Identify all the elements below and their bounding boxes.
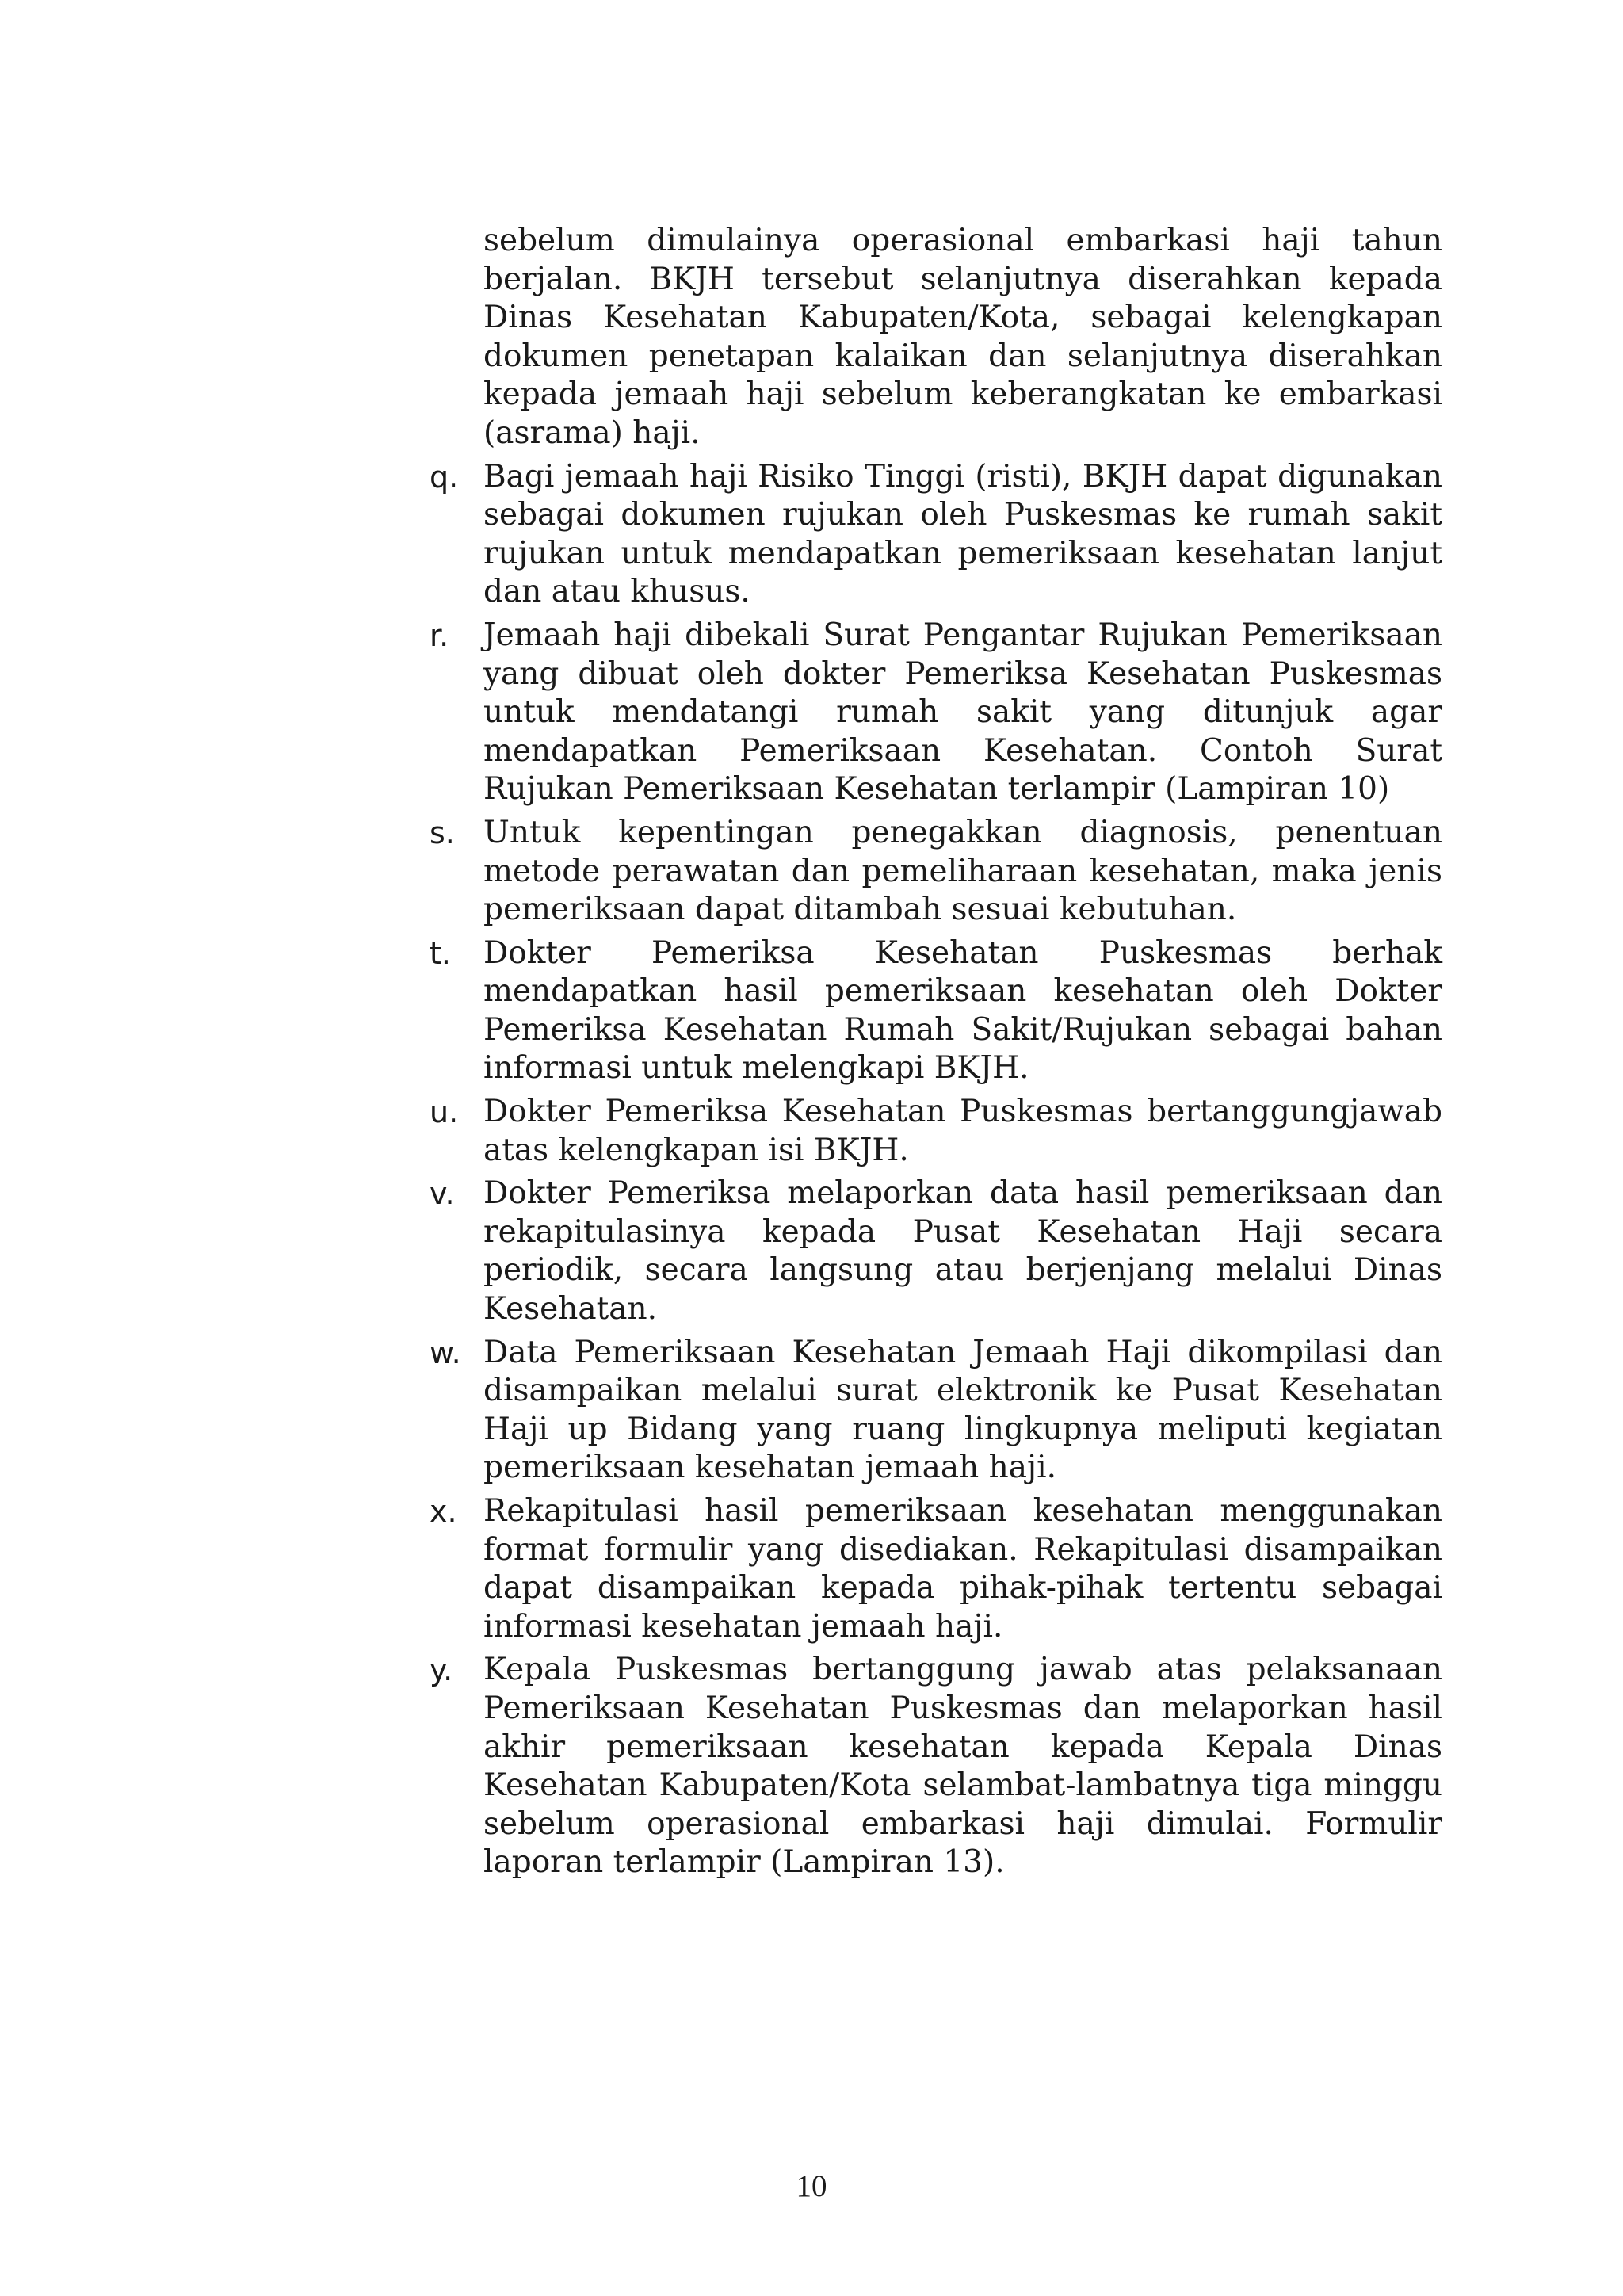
list-item-text: Rekapitulasi hasil pemeriksaan kesehatan menggunakan format formulir yang disediakan. Rekapitulasi disampaikan dapat disampaikan kepada pihak-pihak tertentu sebagai informasi kesehatan jemaah haji. (483, 1493, 1442, 1645)
list-item-text: Bagi jemaah haji Risiko Tinggi (risti), BKJH dapat digunakan sebagai dokumen rujukan oleh Puskesmas ke rumah sakit rujukan untuk mendapatkan pemeriksaan kesehatan lanjut dan atau khusus. (483, 458, 1442, 610)
list-letter: u. (430, 1095, 459, 1130)
list-item-r (430, 617, 1442, 809)
list-item-text: Kepala Puskesmas bertanggung jawab atas pelaksanaan Pemeriksaan Kesehatan Puskesmas dan melaporkan hasil akhir pemeriksaan kesehatan kepada Kepala Dinas Kesehatan Kabupaten/Kota selambat-lambatnya tiga minggu sebelum operasional embarkasi haji dimulai. Formulir laporan terlampir (Lampiran 13). (483, 1652, 1442, 1881)
body-text (430, 222, 1442, 1882)
list-letter: x. (430, 1494, 457, 1529)
list-item-text: Dokter Pemeriksa Kesehatan Puskesmas bertanggungjawab atas kelengkapan isi BKJH. (483, 1094, 1442, 1168)
list-item-text: Dokter Pemeriksa Kesehatan Puskesmas berhak mendapatkan hasil pemeriksaan kesehatan oleh Dokter Pemeriksa Kesehatan Rumah Sakit/Rujukan sebagai bahan informasi untuk melengkapi BKJH. (483, 934, 1442, 1087)
intro-paragraph: sebelum dimulainya operasional embarkasi haji tahun berjalan. BKJH tersebut selanjutnya diserahkan kepada Dinas Kesehatan Kabupaten/Kota, sebagai kelengkapan dokumen penetapan kalaikan dan selanjutnya diserahkan kepada jemaah haji sebelum keberangkatan ke embarkasi (asrama) haji. (483, 223, 1442, 451)
list-item-q (430, 458, 1442, 612)
page-number: 10 (796, 2169, 827, 2203)
list-letter: y. (430, 1652, 453, 1688)
list-item-text: Dokter Pemeriksa melaporkan data hasil pemeriksaan dan rekapitulasinya kepada Pusat Kesehatan Haji secara periodik, secara langsung atau berjenjang melalui Dinas Kesehatan. (483, 1175, 1442, 1328)
list-item-text: Jemaah haji dibekali Surat Pengantar Rujukan Pemeriksaan yang dibuat oleh dokter Pemeriksa Kesehatan Puskesmas untuk mendatangi rumah sakit yang ditunjuk agar mendapatkan Pemeriksaan Kesehatan. Contoh Surat Rujukan Pemeriksaan Kesehatan terlampir (Lampiran 10) (483, 617, 1442, 808)
lettered-list (430, 458, 1442, 1882)
list-item-w (430, 1334, 1442, 1488)
list-letter: q. (430, 459, 459, 495)
list-letter: s. (430, 815, 455, 850)
list-item-text: Data Pemeriksaan Kesehatan Jemaah Haji dikompilasi dan disampaikan melalui surat elektronik ke Pusat Kesehatan Haji up Bidang yang ruang lingkupnya meliputi kegiatan pemeriksaan kesehatan jemaah haji. (483, 1334, 1442, 1486)
list-item-x (430, 1492, 1442, 1646)
list-item-u (430, 1093, 1442, 1170)
list-letter: r. (430, 617, 449, 653)
list-item-t (430, 934, 1442, 1088)
list-letter: w. (430, 1335, 461, 1370)
list-item-y (430, 1651, 1442, 1882)
list-letter: v. (430, 1176, 455, 1212)
list-item-s (430, 814, 1442, 930)
list-item-v (430, 1175, 1442, 1328)
list-letter: t. (430, 935, 451, 971)
list-item-text: Untuk kepentingan penegakkan diagnosis, penentuan metode perawatan dan pemeliharaan kesehatan, maka jenis pemeriksaan dapat ditambah sesuai kebutuhan. (483, 814, 1442, 928)
